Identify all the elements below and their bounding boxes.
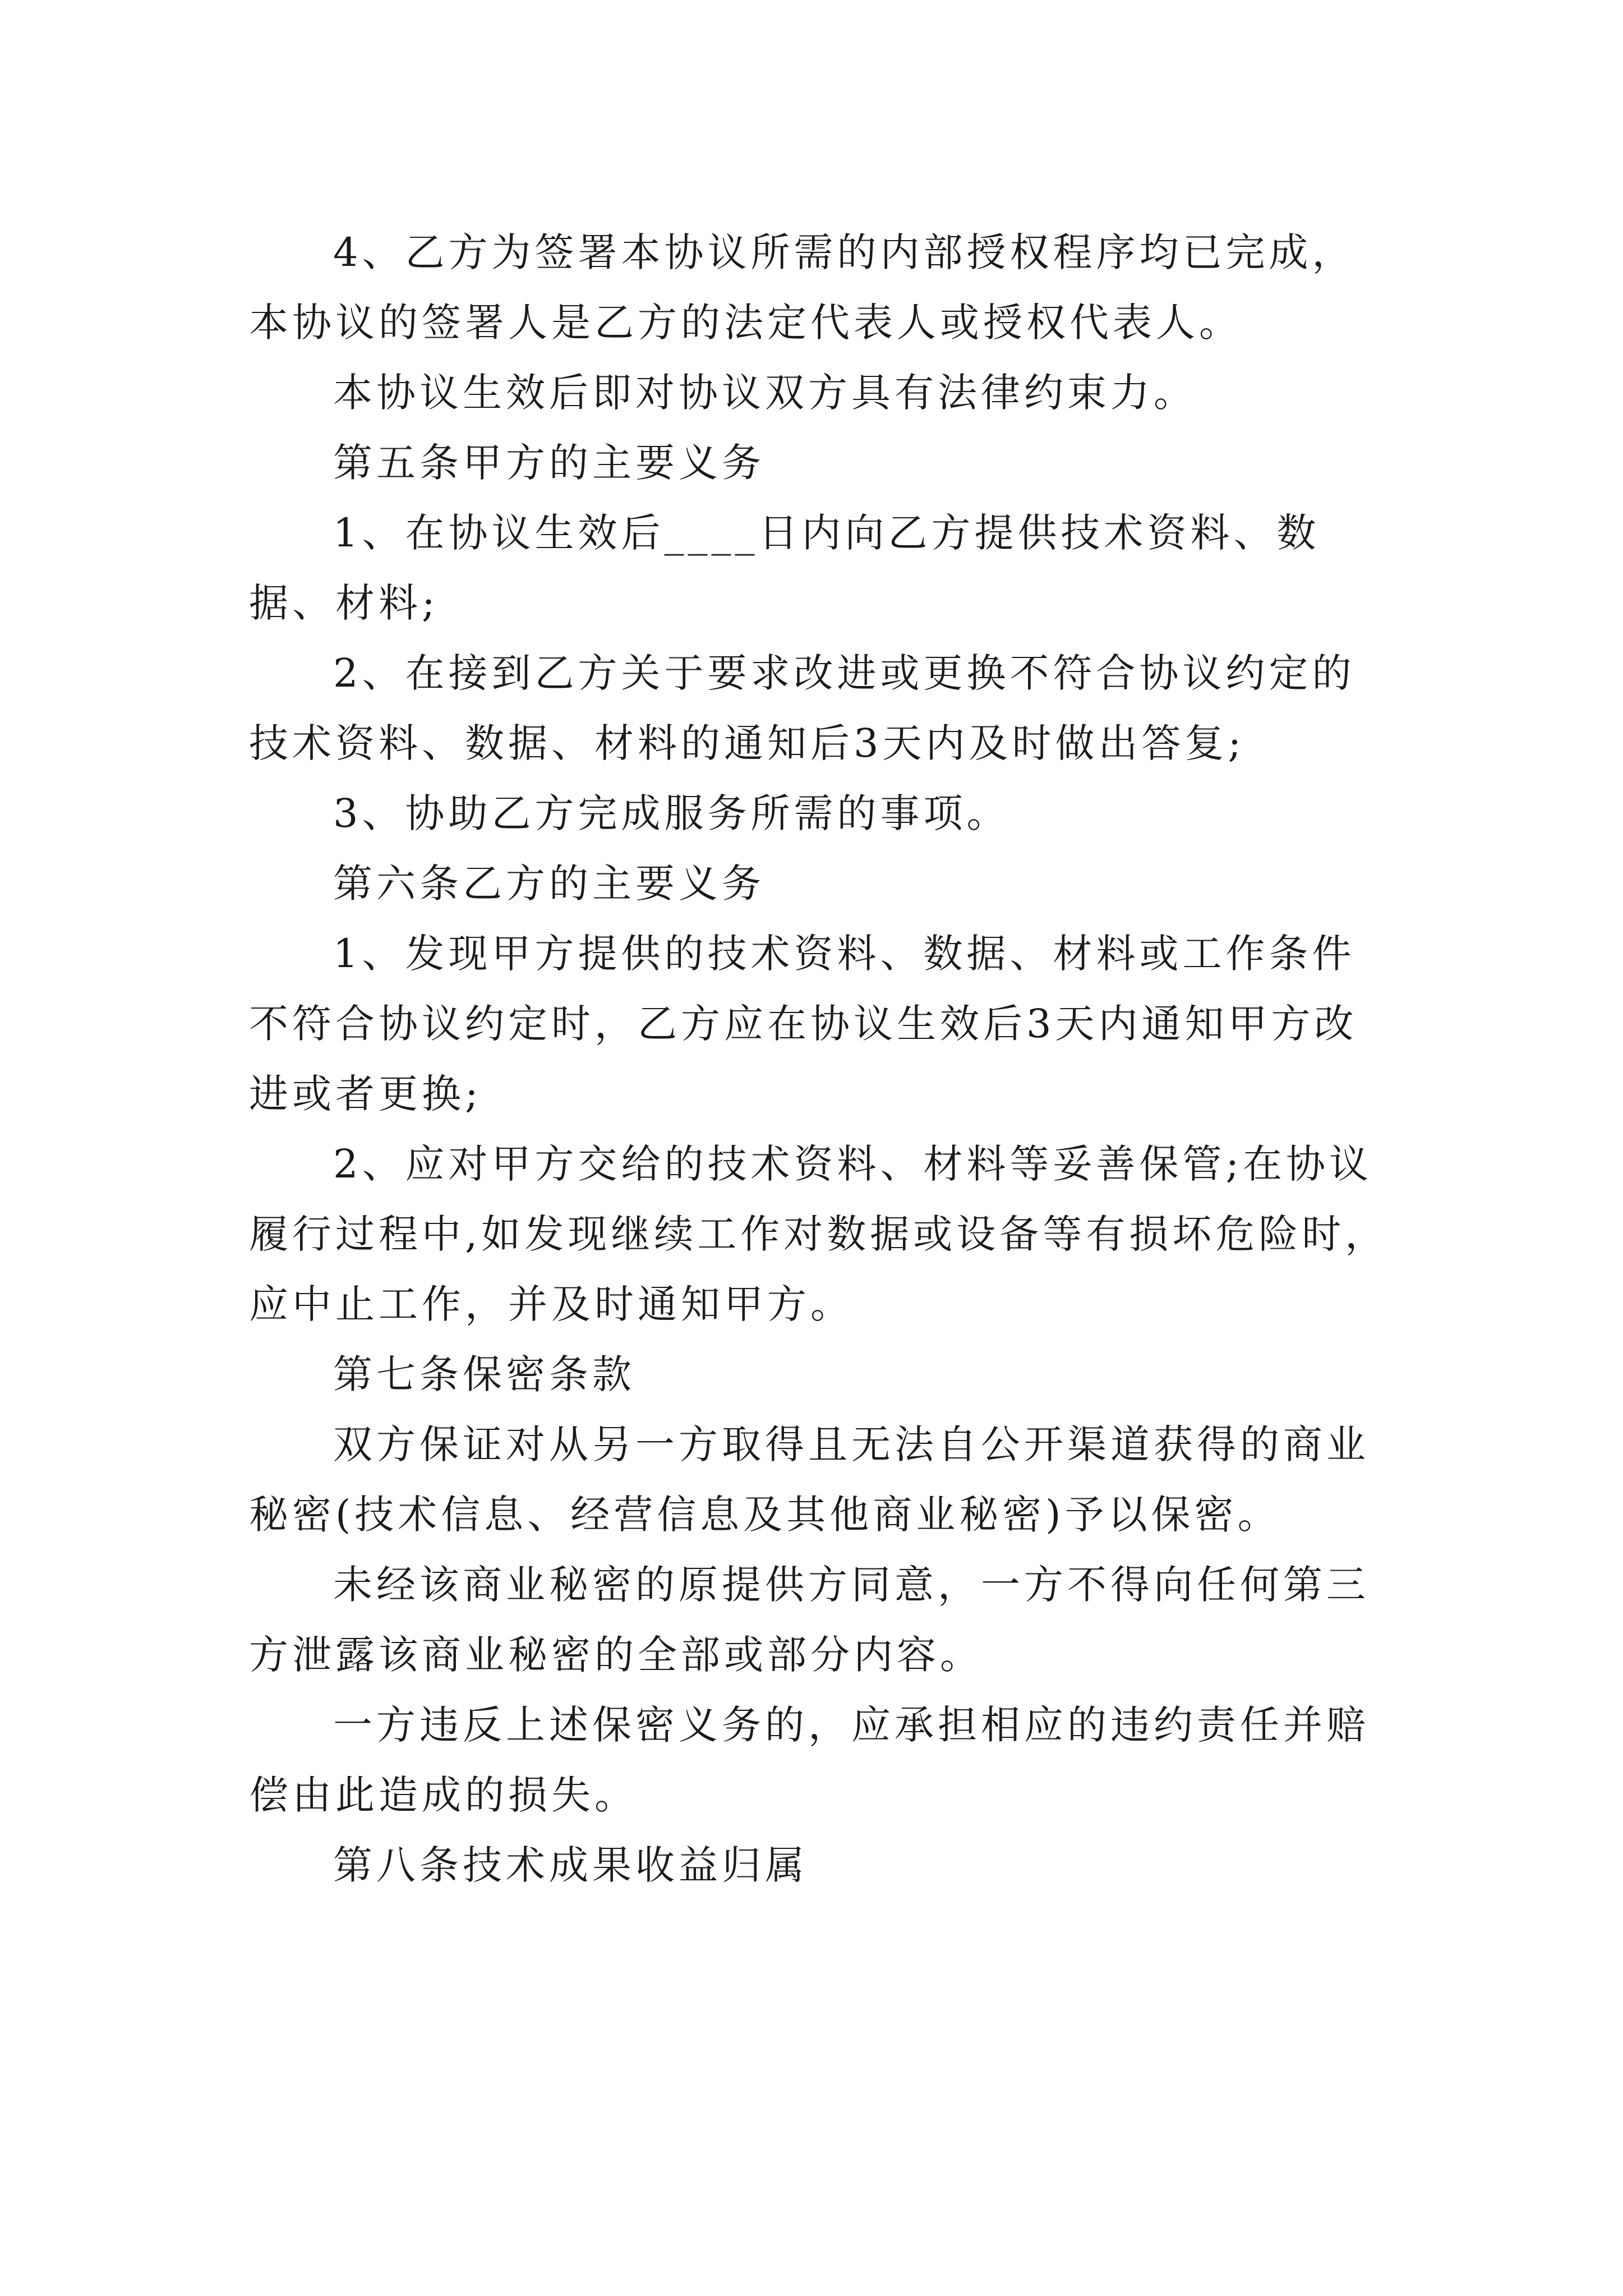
paragraph-party-b-duty-1: 1、发现甲方提供的技术资料、数据、材料或工作条件不符合协议约定时，乙方应在协议生效后3天内通知甲方改进或者更换; — [249, 931, 1358, 1117]
paragraph-confidentiality-1: 双方保证对从另一方取得且无法自公开渠道获得的商业秘密(技术信息、经营信息及其他商业秘密)予以保密。 — [249, 1421, 1370, 1538]
section-heading-article-6: 第六条乙方的主要义务 — [333, 861, 765, 907]
paragraph-confidentiality-3: 一方违反上述保密义务的，应承担相应的违约责任并赔偿由此造成的损失。 — [249, 1702, 1370, 1818]
paragraph-party-a-duty-3: 3、协助乙方完成服务所需的事项。 — [333, 790, 1010, 836]
document-body — [249, 218, 1393, 1901]
paragraph-binding-effect: 本协议生效后即对协议双方具有法律约束力。 — [333, 370, 1197, 416]
section-heading-article-8: 第八条技术成果收益归属 — [333, 1842, 808, 1888]
paragraph-party-a-duty-2: 2、在接到乙方关于要求改进或更换不符合协议约定的技术资料、数据、材料的通知后3天内及时做出答复; — [249, 650, 1355, 766]
paragraph-confidentiality-2: 未经该商业秘密的原提供方同意，一方不得向任何第三方泄露该商业秘密的全部或部分内容。 — [249, 1562, 1370, 1678]
paragraph-party-b-duty-2: 2、应对甲方交给的技术资料、材料等妥善保管;在协议履行过程中,如发现继续工作对数据或设备等有损坏危险时，应中止工作，并及时通知甲方。 — [249, 1141, 1389, 1327]
paragraph-authorization: 4、乙方为签署本协议所需的内部授权程序均已完成，本协议的签署人是乙方的法定代表人或授权代表人。 — [249, 229, 1355, 346]
paragraph-party-a-duty-1: 1、在协议生效后____日内向乙方提供技术资料、数据、材料; — [249, 510, 1320, 626]
section-heading-article-7: 第七条保密条款 — [333, 1351, 635, 1397]
section-heading-article-5: 第五条甲方的主要义务 — [333, 440, 765, 486]
